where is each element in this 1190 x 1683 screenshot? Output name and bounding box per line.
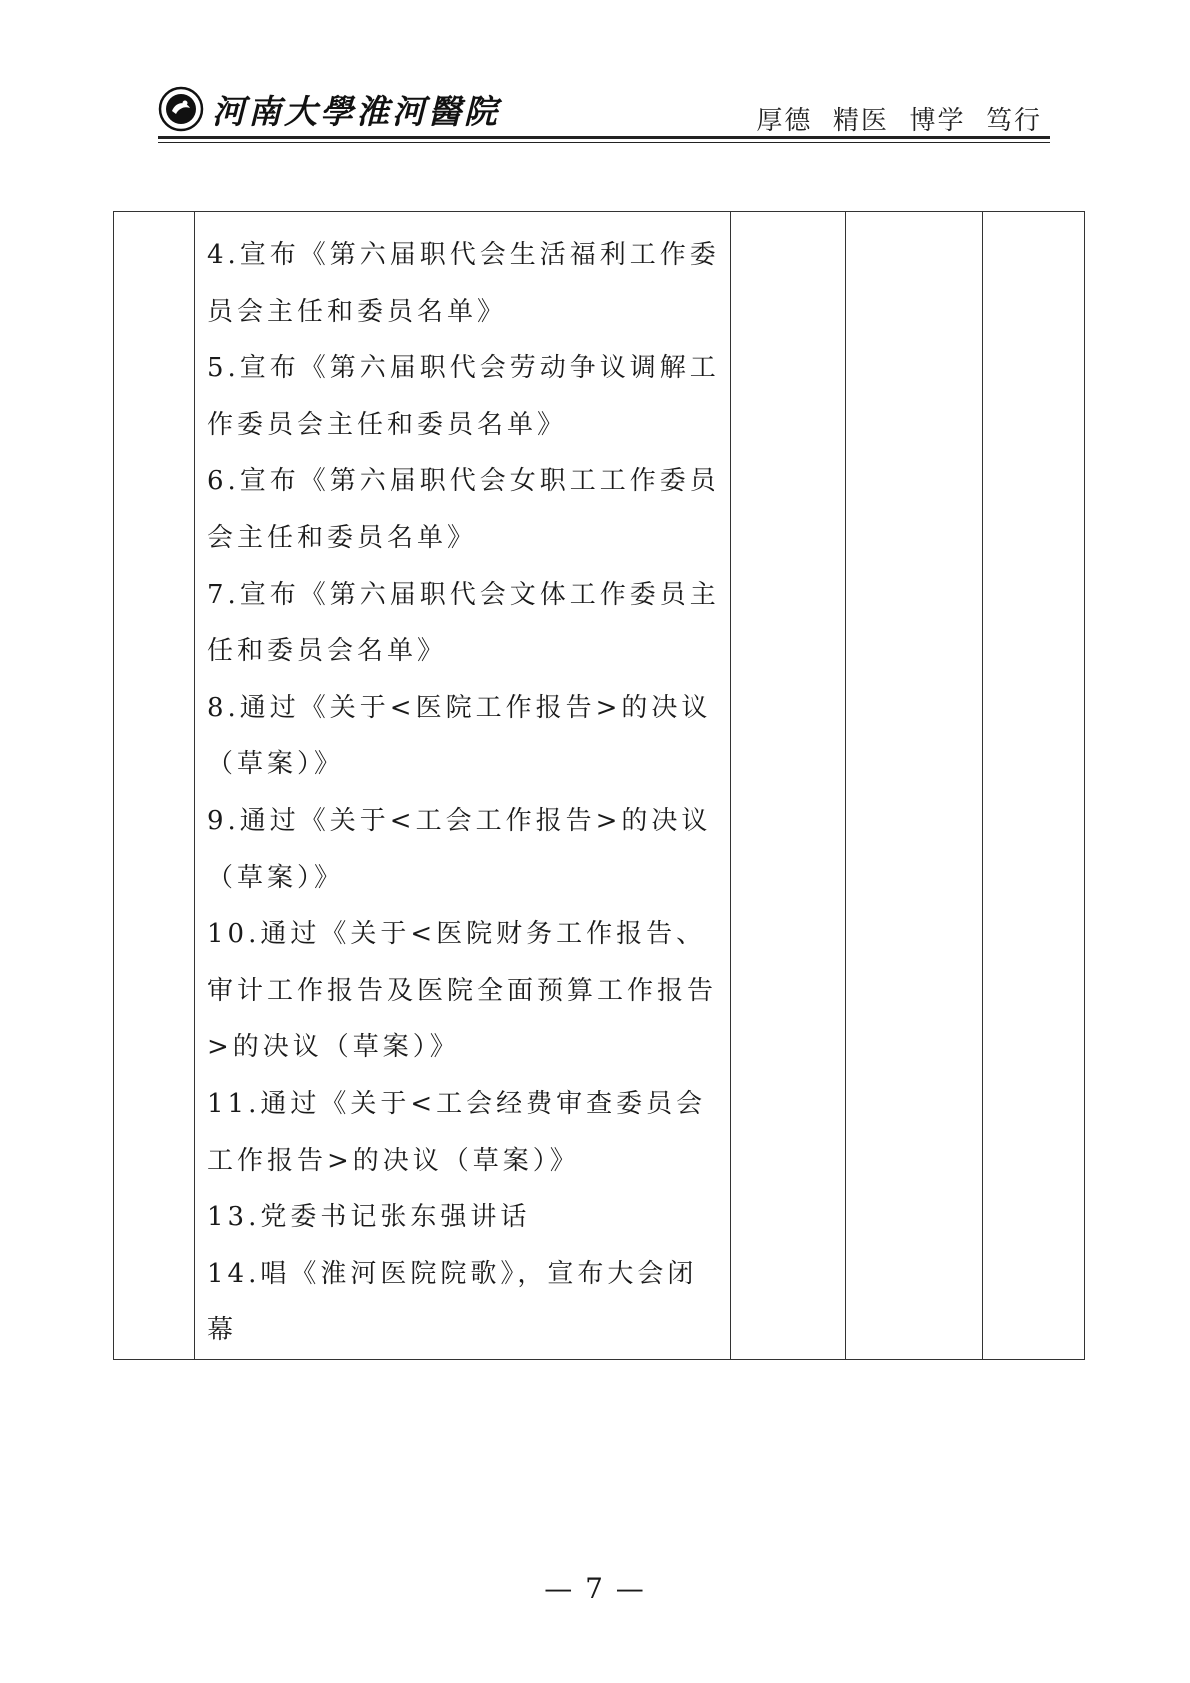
agenda-item: 11.通过《关于<工会经费审查委员会工作报告>的决议（草案）》 — [207, 1088, 707, 1176]
agenda-item: 7.宣布《第六届职代会文体工作委员主任和委员会名单》 — [207, 579, 720, 667]
header-rule-thin — [158, 142, 1050, 143]
header-rule-thick — [158, 136, 1050, 139]
agenda-items-cell — [195, 212, 731, 1360]
hospital-emblem-icon — [158, 86, 204, 132]
page-number: — 7 — — [544, 1572, 646, 1605]
table-cell-empty — [731, 212, 846, 1360]
table-cell-empty — [114, 212, 195, 1360]
table-row — [114, 212, 1085, 1360]
agenda-item: 9.通过《关于<工会工作报告>的决议（草案）》 — [207, 805, 712, 893]
table-cell-empty — [846, 212, 983, 1360]
agenda-item: 5.宣布《第六届职代会劳动争议调解工作委员会主任和委员名单》 — [207, 353, 720, 440]
agenda-item: 14.唱《淮河医院院歌》，宣布大会闭幕 — [207, 1258, 698, 1346]
hospital-motto: 厚德 精医 博学 笃行 — [756, 106, 1042, 136]
table-cell-empty — [983, 212, 1085, 1360]
hospital-logo-text: 河南大學淮河醫院 — [212, 92, 500, 131]
agenda-item: 10.通过《关于<医院财务工作报告、审计工作报告及医院全面预算工作报告>的决议（草案）》 — [207, 919, 718, 1063]
agenda-item: 4.宣布《第六届职代会生活福利工作委员会主任和委员名单》 — [207, 240, 720, 327]
agenda-table — [113, 211, 1085, 1360]
agenda-item: 13.党委书记张东强讲话 — [207, 1202, 531, 1233]
agenda-item: 6.宣布《第六届职代会女职工工作委员会主任和委员名单》 — [207, 466, 720, 553]
agenda-item: 8.通过《关于<医院工作报告>的决议（草案）》 — [207, 692, 712, 780]
